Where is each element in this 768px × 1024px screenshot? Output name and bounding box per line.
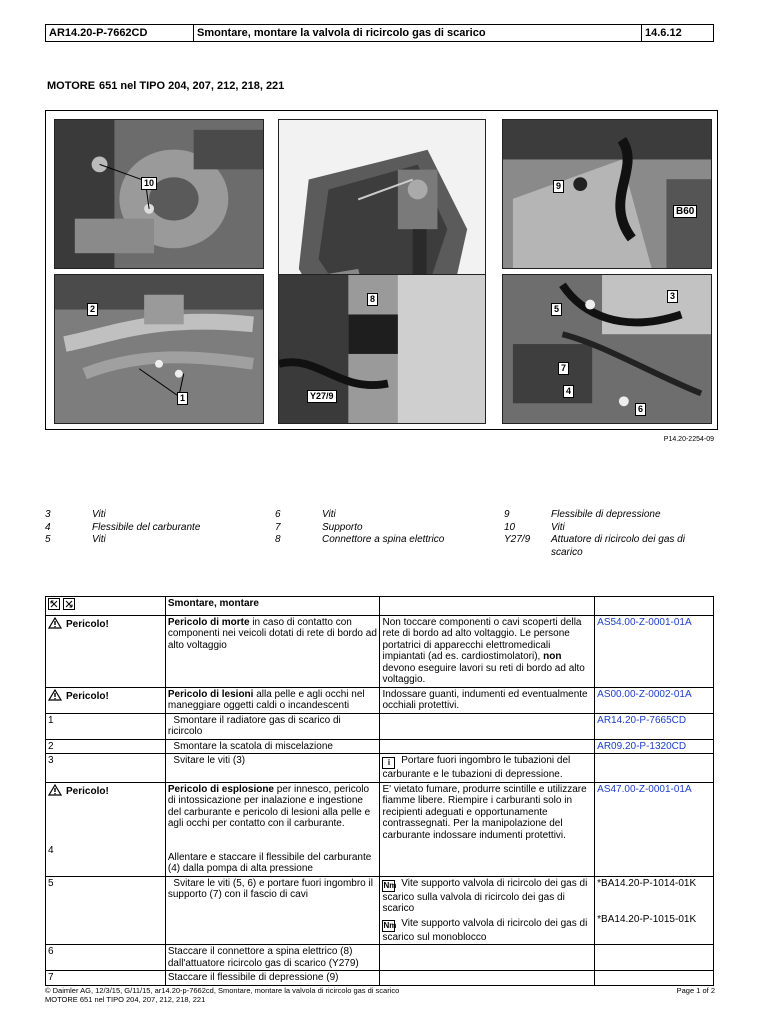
callout-2: 2	[87, 303, 98, 316]
engine-text: 651 nel TIPO 204, 207, 212, 218, 221	[99, 80, 285, 92]
figure-reference: P14.20-2254-09	[663, 436, 714, 443]
legend-item: 10 Viti	[504, 521, 565, 533]
info-icon: i	[382, 757, 395, 769]
step-number: 1	[46, 713, 166, 739]
table-row: 3 Svitare le viti (3) i Portare fuori ingombro le tubazioni del carburante e le tubazioni di depressione.	[46, 754, 714, 783]
table-row: 2 Smontare la scatola di miscelazione AR09.20-P-1320CD	[46, 739, 714, 754]
legend-item: 4 Flessibile del carburante	[45, 521, 201, 533]
ref-link[interactable]: AR09.20-P-1320CD	[597, 740, 687, 752]
callout-3: 3	[667, 290, 678, 303]
table-row: 7 Staccare il flessibile di depressione (9)	[46, 971, 714, 986]
warning-triangle-icon	[48, 617, 62, 633]
photo-pipes	[54, 274, 264, 424]
ref-link[interactable]: AS47.00-Z-0001-01A	[597, 783, 692, 795]
photo-support	[502, 274, 712, 424]
callout-8: 8	[367, 293, 378, 306]
warning-triangle-icon	[48, 689, 62, 705]
torque-nm-icon: Nm	[383, 920, 397, 930]
legend-item: 7 Supporto	[275, 521, 363, 533]
callout-6: 6	[635, 403, 646, 416]
page-number: Page 1 of 2	[676, 986, 715, 995]
legend-item: Y27/9 Attuatore di ricircolo dei gas di scarico	[504, 534, 685, 558]
ref-link[interactable]: AR14.20-P-7665CD	[597, 714, 687, 726]
engine-figure	[45, 110, 718, 430]
install-icon	[63, 602, 75, 613]
danger-cell: Pericolo!	[46, 615, 166, 687]
danger-cell: Pericolo!	[46, 687, 166, 713]
footer-line-2: MOTORE 651 nel TIPO 204, 207, 212, 218, 221	[45, 995, 206, 1004]
photo-valve-bolts	[54, 119, 264, 269]
engine-line	[47, 80, 284, 92]
document-title: Smontare, montare la valvola di ricircolo gas di scarico	[194, 25, 642, 41]
step-number: 3	[46, 754, 166, 783]
callout-5: 5	[551, 303, 562, 316]
ref-link[interactable]: AS54.00-Z-0001-01A	[597, 616, 692, 628]
table-row: Pericolo! Pericolo di lesioni alla pelle e agli occhi nel maneggiare oggetti caldi o incandescenti Indossare guanti, indumenti ed eventualmente occhiali protettivi. AS00.00-Z-0002-01A	[46, 687, 714, 713]
document-code: AR14.20-P-7662CD	[46, 25, 194, 41]
procedure-table	[45, 596, 714, 986]
torque-nm-icon: Nm	[383, 880, 397, 890]
photo-vacuum-hose	[502, 119, 712, 269]
photo-connector	[278, 274, 486, 424]
callout-1: 1	[177, 392, 188, 405]
page-footer	[45, 986, 715, 1004]
step-number: 2	[46, 739, 166, 754]
callout-4: 4	[563, 385, 574, 398]
callout-y27-9: Y27/9	[307, 390, 337, 403]
legend-item: 9 Flessibile di depressione	[504, 509, 661, 520]
table-row: Pericolo! 4 Pericolo di esplosione per innesco, pericolo di intossicazione per inalazione e ingestione del carburante e pericolo di lesioni alla pelle e agli occhi per contatto con il carburante. Allentare e staccare il flessibile del carburante (4) dalla pompa di alta pressione E' vietato fumare, produrre scintille e utilizzare fiamme libere. Riempire i carburanti solo in recipienti adeguati e opportunamente contrassegnati. Per la manipolazione del carburante indossare indumenti protettivi. AS47.00-Z-0001-01A	[46, 782, 714, 876]
table-header-row	[46, 597, 714, 616]
table-row: Pericolo! Pericolo di morte in caso di contatto con componenti nei veicoli dotati di rete di bordo ad alto voltaggio Non toccare componenti o cavi scoperti della rete di bordo ad alto voltaggio. Le persone portatrici di apparecchi elettromedicali impiantati (ad es. cardiostimolatori), non devono eseguire lavori su reti di bordo ad alto voltaggio. AS54.00-Z-0001-01A	[46, 615, 714, 687]
table-row: 5 Svitare le viti (5, 6) e portare fuori ingombro il supporto (7) con il fascio di cavi Nm Vite supporto valvola di ricircolo dei gas di scarico sulla valvola di ricircolo dei gas di scarico Nm Vite supporto valvola di ricircolo dei gas di scarico sul monoblocco *BA14.20-P-1014-01K *BA14.20-P-1015-01K	[46, 876, 714, 945]
legend-column-1	[45, 509, 277, 547]
legend-column-2	[275, 509, 507, 547]
warning-triangle-icon	[48, 784, 62, 800]
step-number: 4	[48, 845, 54, 856]
engine-label: MOTORE	[47, 80, 96, 92]
legend-item: 8 Connettore a spina elettrico	[275, 534, 445, 545]
legend-column-3	[504, 509, 736, 559]
legend-item: 3 Viti	[45, 509, 106, 520]
document-date: 14.6.12	[645, 27, 682, 39]
ref-link[interactable]: AS00.00-Z-0002-01A	[597, 688, 692, 700]
header-icons	[46, 597, 166, 616]
torque-ref: *BA14.20-P-1015-01K	[597, 914, 697, 925]
step-number: 7	[46, 971, 166, 986]
document-header	[45, 24, 714, 42]
danger-cell: Pericolo! 4	[46, 782, 166, 876]
table-title: Smontare, montare	[165, 597, 380, 616]
legend-item: 6 Viti	[275, 509, 336, 520]
callout-7: 7	[558, 362, 569, 375]
footer-line-1: © Daimler AG, 12/3/15, G/11/15, ar14.20-p-7662cd, Smontare, montare la valvola di ricircolo gas di scarico	[45, 986, 400, 995]
table-row: 6 Staccare il connettore a spina elettrico (8) dall'attuatore ricircolo gas di scarico (Y279)	[46, 945, 714, 971]
table-row: 1 Smontare il radiatore gas di scarico di ricircolo AR14.20-P-7665CD	[46, 713, 714, 739]
step-number: 5	[46, 876, 166, 945]
callout-b60: B60	[673, 205, 697, 218]
callout-9: 9	[553, 180, 564, 193]
torque-ref: *BA14.20-P-1014-01K	[597, 877, 697, 889]
remove-icon	[48, 602, 63, 613]
legend-item: 5 Viti	[45, 534, 106, 545]
step-number: 6	[46, 945, 166, 971]
callout-10: 10	[141, 177, 157, 190]
